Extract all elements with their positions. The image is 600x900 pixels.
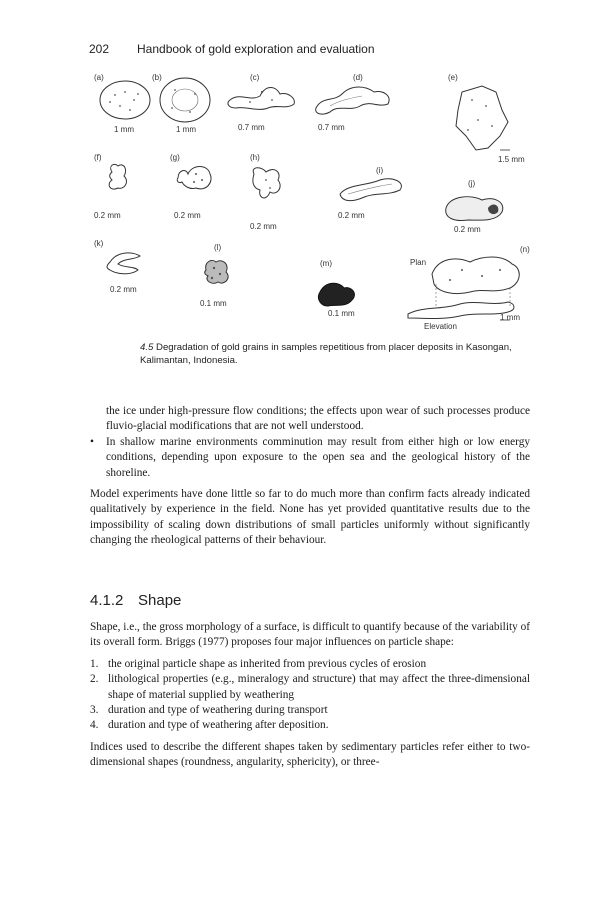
panel-label: (b) (152, 73, 162, 82)
figure-caption (140, 341, 535, 367)
scale-label: 0.2 mm (94, 211, 121, 220)
list-item: 4. duration and type of weathering after deposition. (90, 719, 329, 732)
scale-label: 0.2 mm (250, 222, 277, 231)
section-title: Shape (138, 592, 182, 609)
panel-label: (a) (94, 73, 104, 82)
running-header (89, 42, 375, 56)
figure-4-5 (90, 70, 530, 340)
grain-f (109, 164, 126, 189)
elevation-label: Elevation (424, 322, 457, 331)
continuation-paragraph: the ice under high-pressure flow conditions; the effects upon wear of such processes produce fluvio-glacial modifications that are not well understood. (106, 405, 530, 433)
panel-label: (h) (250, 153, 260, 162)
grain-k (107, 253, 140, 274)
panel-label: (g) (170, 153, 180, 162)
panel-label: (f) (94, 153, 102, 162)
scale-label: 0.2 mm (338, 211, 365, 220)
list-item: 2. lithological properties (e.g., mineralogy and structure) that may affect the three-dimensional shape of material supplied by weathering (90, 673, 530, 701)
scale-label: 1.5 mm (498, 155, 525, 164)
caption-number: 4.5 (140, 342, 154, 353)
model-experiments-paragraph: Model experiments have done little so far to do much more than confirm facts already indicated qualitatively by experience in the field. None has yet provided quantitative results due to the impossibility of scaling down distributions of small particles uniformly without significantly changing the rheological patterns of their behaviour. (90, 488, 530, 547)
grain-g (177, 167, 211, 189)
panel-label: (n) (520, 245, 530, 254)
grain-h (253, 168, 280, 198)
grain-c (228, 88, 294, 110)
book-title: Handbook of gold exploration and evaluation (137, 42, 375, 56)
section-heading (90, 592, 181, 609)
panel-label: (c) (250, 73, 260, 82)
shape-intro-paragraph: Shape, i.e., the gross morphology of a surface, is difficult to quantify because of the variability of its overall form. Briggs (1977) proposes four major influences on particle shape: (90, 621, 530, 649)
panel-label: (k) (94, 239, 104, 248)
influences-list (90, 657, 530, 734)
scale-label: 0.7 mm (318, 123, 345, 132)
closing-paragraph: Indices used to describe the different shapes taken by sedimentary particles refer either to two-dimensional shapes (roundness, angularity, sphericity), or three- (90, 740, 530, 769)
scale-label: 0.2 mm (174, 211, 201, 220)
scale-label: 0.1 mm (200, 299, 227, 308)
scale-label: 1 mm (176, 125, 196, 134)
page-number: 202 (89, 42, 110, 56)
gold-grain-illustrations (90, 70, 530, 340)
grain-l (205, 260, 228, 283)
panel-label: (e) (448, 73, 458, 82)
grain-n-plan (432, 257, 519, 294)
bullet-text: In shallow marine environments comminution may result from either high or low energy conditions, depending upon exposure to the open sea and the geological history of the shoreline. (106, 435, 530, 479)
grain-d (316, 87, 389, 114)
grain-m (318, 283, 354, 306)
panel-label: (d) (353, 73, 363, 82)
scale-label: 0.7 mm (238, 123, 265, 132)
scale-label: 0.1 mm (328, 309, 355, 318)
grain-a (100, 81, 150, 119)
panel-label: (l) (214, 243, 222, 252)
bullet-marker: • (90, 435, 94, 448)
list-item: 3. duration and type of weathering during transport (90, 704, 328, 717)
grain-i (340, 179, 401, 201)
scale-label: 0.2 mm (110, 285, 137, 294)
list-item: 1. the original particle shape as inherited from previous cycles of erosion (90, 657, 427, 670)
caption-text: Degradation of gold grains in samples repetitious from placer deposits in Kasongan, Kalimantan, Indonesia. (140, 342, 512, 366)
plan-label: Plan (410, 258, 427, 267)
grain-e (456, 86, 508, 150)
panel-label: (m) (320, 259, 332, 268)
scale-label: 1 mm (500, 313, 520, 322)
text-lower (90, 620, 530, 771)
text-upper (90, 404, 530, 549)
grain-b (160, 78, 210, 122)
scale-label: 0.2 mm (454, 225, 481, 234)
scale-label: 1 mm (114, 125, 134, 134)
panel-label: (i) (376, 166, 384, 175)
grain-n-elevation (408, 302, 514, 319)
panel-label: (j) (468, 179, 476, 188)
section-number: 4.1.2 (90, 592, 124, 609)
bullet-item (90, 435, 530, 481)
